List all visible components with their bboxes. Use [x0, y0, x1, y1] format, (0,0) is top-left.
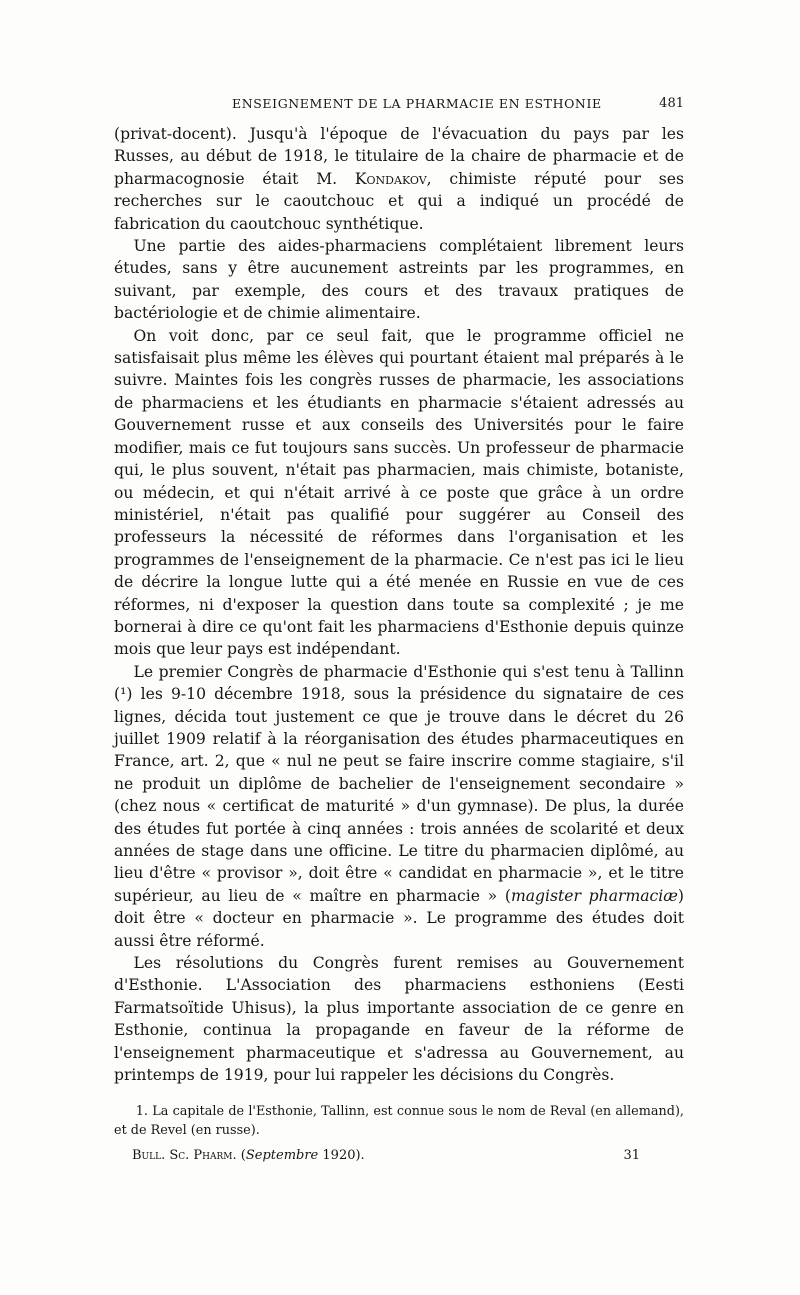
journal-reference	[132, 1148, 365, 1163]
paragraph-1	[114, 123, 684, 235]
paragraph-1-text-b: , chimiste réputé pour ses recherches sur le caoutchouc et qui a indiqué un procédé de fabrication du caoutchouc synthétique.	[114, 169, 685, 233]
body-text	[114, 123, 684, 1086]
page-number: 481	[659, 96, 684, 111]
page-footer	[114, 1148, 684, 1168]
paragraph-4	[114, 661, 684, 952]
paragraph-4-text-b: ) les 9-10 décembre 1918, sous la présidence du signataire de ces lignes, décida tout justement ce que je trouve dans le décret du 26 juillet 1909 relatif à la réorganisation des études pharmaceutiques en France, art. 2, que « nul ne peut se faire inscrire comme stagiaire, s'il ne produit un diplôme de bachelier de l'enseignement secondaire » (chez nous « certificat de maturité » d'un gymnase). De plus, la durée des études fut portée à cinq années : trois années de scolarité et deux années de stage dans une officine. Le titre du pharmacien diplômé, au lieu d'être « provisor », doit être « candidat en pharmacie », et le titre supérieur, au lieu de « maître en pharmacie » (	[114, 685, 684, 905]
name-kondakov: Kondakov	[354, 169, 427, 188]
paragraph-2: Une partie des aides-pharmaciens complétaient librement leurs études, sans y être aucunement astreints par les programmes, en suivant, par exemple, des cours et des travaux pratiques de bactériologie et de chimie alimentaire.	[114, 237, 684, 323]
signature-number: 31	[623, 1148, 640, 1163]
footnote-reference: ¹	[120, 685, 127, 704]
journal-name: Bull. Sc. Pharm.	[132, 1148, 237, 1163]
footnotes	[114, 1102, 684, 1140]
paragraph-1-text-a: (privat-docent). Jusqu'à l'époque de l'évacuation du pays par les Russes, au début de 1918, le titulaire de la chaire de pharmacie et de pharmacognosie était M.	[114, 125, 684, 188]
page-header	[114, 96, 684, 118]
date-month: Septembre	[245, 1148, 319, 1163]
paragraph-3: On voit donc, par ce seul fait, que le programme officiel ne satisfaisait plus même les élèves qui pourtant étaient mal préparés à le suivre. Maintes fois les congrès russes de pharmacie, les associations de pharmaciens et les étudiants en pharmacie s'étaient adressés au Gouvernement russe et aux conseils des Universités pour le faire modifier, mais ce fut toujours sans succès. Un professeur de pharmacie qui, le plus souvent, n'était pas pharmacien, mais chimiste, botaniste, ou médecin, et qui n'était arrivé à ce poste que grâce à un ordre ministériel, n'était pas qualifié pour suggérer au Conseil des professeurs la nécessité de réformes dans l'organisation et les programmes de l'enseignement de la pharmacie. Ce n'est pas ici le lieu de décrire la longue lutte qui a été menée en Russie en vue de ces réformes, ni d'exposer la question dans toute sa complexité ; je me bornerai à dire ce qu'ont fait les pharmaciens d'Esthonie depuis quinze mois que leur pays est indépendant.	[114, 326, 684, 659]
italic-term: magister pharmaciæ	[510, 886, 678, 905]
date-close: 1920).	[318, 1148, 365, 1163]
date-open: (	[236, 1148, 246, 1163]
footnote-1: 1. La capitale de l'Esthonie, Tallinn, est connue sous le nom de Reval (en allemand), et de Revel (en russe).	[114, 1104, 684, 1138]
paragraph-4-text-a: Le premier Congrès de pharmacie d'Esthonie qui s'est tenu à Tallinn (	[114, 662, 684, 704]
running-head: ENSEIGNEMENT DE LA PHARMACIE EN ESTHONIE	[232, 96, 602, 111]
paragraph-4-text-c: ) doit être « docteur en pharmacie ». Le programme des études doit aussi être réformé.	[114, 886, 684, 950]
paragraph-5: Les résolutions du Congrès furent remises au Gouvernement d'Esthonie. L'Association des pharmaciens esthoniens (Eesti Farmatsoïtide Uhisus), la plus importante association de ce genre en Esthonie, continua la propagande en faveur de la réforme de l'enseignement pharmaceutique et s'adressa au Gouvernement, au printemps de 1919, pour lui rappeler les décisions du Congrès.	[114, 954, 684, 1085]
